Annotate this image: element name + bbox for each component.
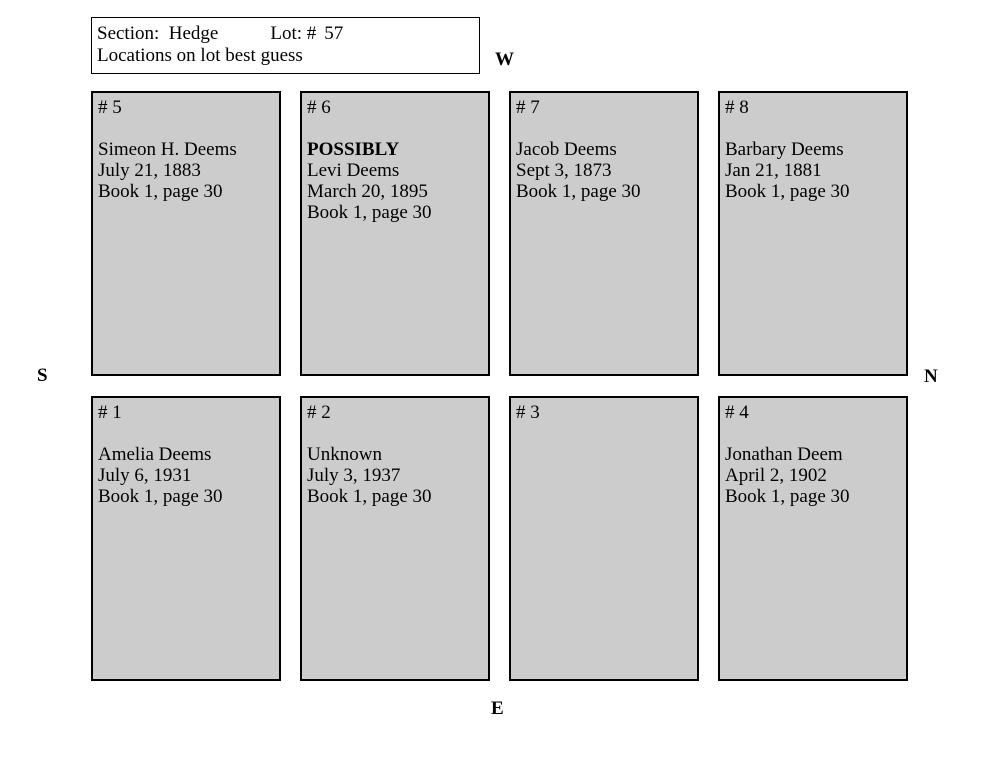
- grave-plot-2: [300, 396, 490, 681]
- plot-record: Book 1, page 30: [516, 181, 641, 202]
- plot-record: Book 1, page 30: [98, 486, 223, 507]
- plot-number: # 7: [516, 97, 540, 118]
- plot-record: Book 1, page 30: [98, 181, 223, 202]
- grave-plot-8: [718, 91, 908, 376]
- plot-record: Book 1, page 30: [307, 486, 432, 507]
- plot-date: Sept 3, 1873: [516, 160, 612, 181]
- plot-date: Jan 21, 1881: [725, 160, 822, 181]
- plot-name: Barbary Deems: [725, 139, 844, 160]
- plot-record: Book 1, page 30: [725, 486, 850, 507]
- grave-plot-6: [300, 91, 490, 376]
- plot-name: Unknown: [307, 444, 382, 465]
- grave-plot-1: [91, 396, 281, 681]
- compass-east-label: E: [491, 698, 504, 719]
- plot-record: Book 1, page 30: [725, 181, 850, 202]
- grave-plot-3: [509, 396, 699, 681]
- compass-north-label: N: [924, 366, 938, 387]
- plot-name: Simeon H. Deems: [98, 139, 237, 160]
- section-label: Section:: [97, 23, 160, 44]
- plot-number: # 4: [725, 402, 749, 423]
- lot-label: Lot: #: [270, 23, 317, 44]
- grave-plot-7: [509, 91, 699, 376]
- plot-number: # 3: [516, 402, 540, 423]
- plot-record: Book 1, page 30: [307, 202, 432, 223]
- lot-note: Locations on lot best guess: [97, 45, 303, 66]
- plot-date: March 20, 1895: [307, 181, 428, 202]
- lot-value: 57: [324, 23, 344, 44]
- section-lot-line: [97, 23, 474, 45]
- plot-date: July 3, 1937: [307, 465, 401, 486]
- plot-number: # 1: [98, 402, 122, 423]
- compass-west-label: W: [495, 49, 514, 70]
- plot-number: # 2: [307, 402, 331, 423]
- plot-qualifier: POSSIBLY: [307, 139, 400, 160]
- grave-plot-5: [91, 91, 281, 376]
- plot-number: # 6: [307, 97, 331, 118]
- plot-date: July 21, 1883: [98, 160, 201, 181]
- grave-plot-4: [718, 396, 908, 681]
- lot-header-box: [91, 17, 480, 74]
- plot-date: April 2, 1902: [725, 465, 827, 486]
- plot-name: Levi Deems: [307, 160, 400, 181]
- plot-name: Jonathan Deem: [725, 444, 843, 465]
- section-value: Hedge: [168, 23, 219, 44]
- plot-number: # 5: [98, 97, 122, 118]
- plot-number: # 8: [725, 97, 749, 118]
- compass-south-label: S: [37, 365, 48, 386]
- plot-date: July 6, 1931: [98, 465, 192, 486]
- plot-name: Jacob Deems: [516, 139, 617, 160]
- plot-name: Amelia Deems: [98, 444, 212, 465]
